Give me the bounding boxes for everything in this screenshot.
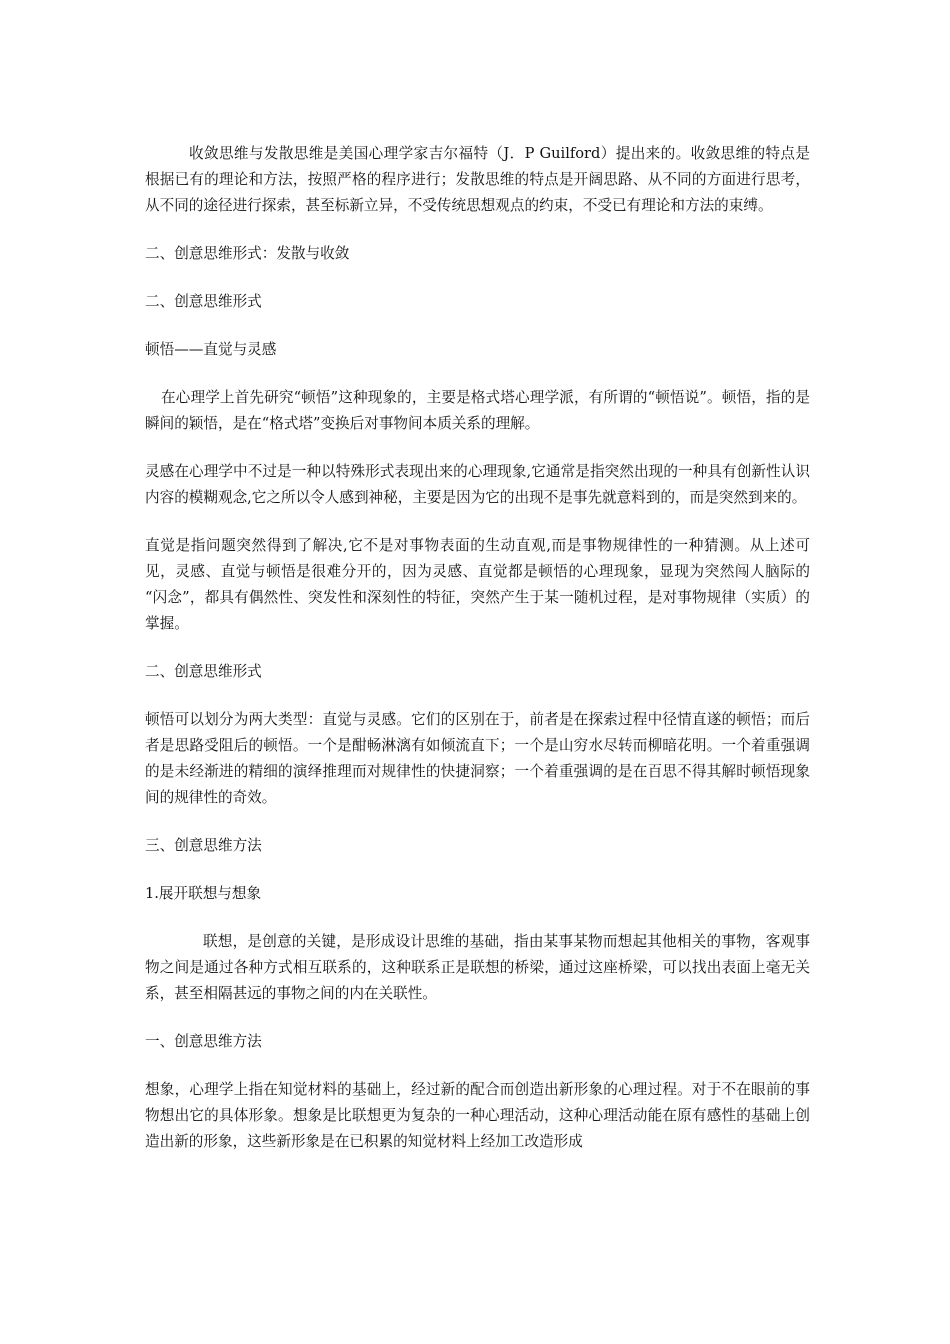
paragraph-intuition: 直觉是指问题突然得到了解决,它不是对事物表面的生动直观,而是事物规律性的一种猜测。从上述可见，灵感、直觉与顿悟是很难分开的，因为灵感、直觉都是顿悟的心理现象，显现为突然闯人脑际的 “闪念”，都具有偶然性、突发性和深刻性的特征，突然产生于某一随机过程，是对事物规律（实质）的掌握。 [145, 537, 810, 632]
paragraph-convergent-divergent: 收敛思维与发散思维是美国心理学家吉尔福特（J．P Guilford）提出来的。收敛思维的特点是根据已有的理论和方法，按照严格的程序进行；发散思维的特点是开阔思路、从不同的方面进行思考，从不同的途径进行探索，甚至标新立异，不受传统思想观点的约束，不受已有理论和方法的束缚。 [145, 145, 810, 214]
paragraph-imagination: 想象，心理学上指在知觉材料的基础上，经过新的配合而创造出新形象的心理过程。对于不在眼前的事物想出它的具体形象。想象是比联想更为复杂的一种心理活动，这种心理活动能在原有感性的基础上创造出新的形象，这些新形象是在已积累的知觉材料上经加工改造形成 [145, 1081, 810, 1150]
heading-creative-forms: 二、创意思维形式 [145, 293, 262, 310]
paragraph-association: 联想，是创意的关键，是形成设计思维的基础，指由某事某物而想起其他相关的事物，客观事物之间是通过各种方式相互联系的，这种联系正是联想的桥梁，通过这座桥梁，可以找出表面上毫无关系，甚至相隔甚远的事物之间的内在关联性。 [145, 933, 810, 1002]
heading-insight: 顿悟——直觉与灵感 [145, 341, 277, 358]
heading-creative-methods-2: 一、创意思维方法 [145, 1033, 262, 1050]
paragraph-inspiration: 灵感在心理学中不过是一种以特殊形式表现出来的心理现象,它通常是指突然出现的一种具有创新性认识内容的模糊观念,它之所以令人感到神秘，主要是因为它的出现不是事先就意料到的，而是突然到来的。 [145, 463, 810, 506]
heading-association-imagination: 1.展开联想与想象 [145, 885, 262, 902]
paragraph-insight-types: 顿悟可以划分为两大类型：直觉与灵感。它们的区别在于，前者是在探索过程中径情直遂的顿悟；而后者是思路受阻后的顿悟。一个是酣畅淋漓有如倾流直下；一个是山穷水尽转而柳暗花明。一个着重强调的是未经渐进的精细的演绎推理而对规律性的快捷洞察；一个着重强调的是在百思不得其解时顿悟现象间的规律性的奇效。 [145, 711, 810, 806]
heading-forms-divergent-convergent: 二、创意思维形式：发散与收敛 [145, 245, 350, 262]
paragraph-insight-gestalt: 在心理学上首先研究“顿悟”这种现象的，主要是格式塔心理学派，有所谓的“顿悟说”。顿悟，指的是瞬间的颖悟，是在“格式塔”变换后对事物间本质关系的理解。 [145, 389, 810, 432]
document-page [145, 141, 810, 1177]
heading-creative-forms-2: 二、创意思维形式 [145, 663, 262, 680]
heading-creative-methods: 三、创意思维方法 [145, 837, 262, 854]
